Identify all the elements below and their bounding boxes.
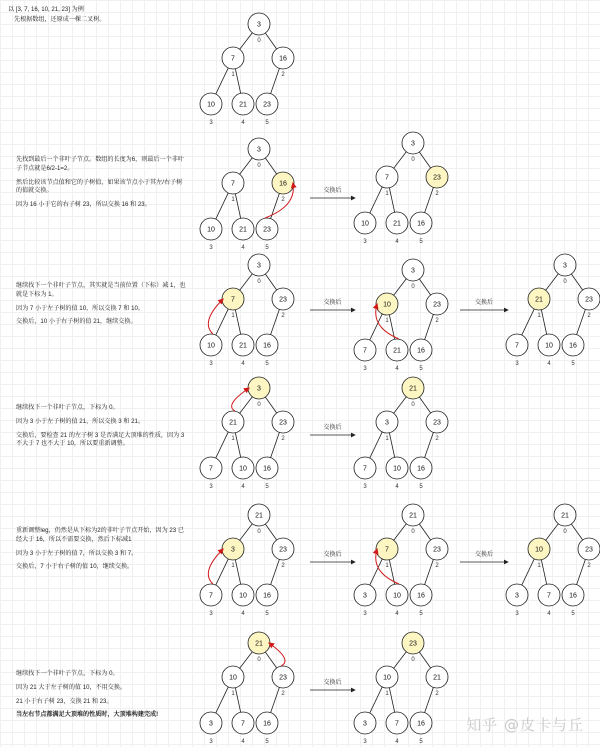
node-value: 3 [363, 592, 367, 600]
heap-tree-6 [506, 254, 600, 367]
node-index: 2 [435, 691, 439, 697]
tree-edge [419, 279, 430, 295]
node-value: 10 [383, 301, 391, 309]
tree-edge [235, 69, 240, 94]
node-value: 10 [393, 592, 401, 600]
tree-edge [419, 524, 430, 540]
tree-edge [522, 309, 535, 335]
step-4-para-3: 交换后，7 小于右子树的值 10，继续交换。 [16, 563, 134, 571]
swap-arrow [208, 299, 223, 334]
swap-label: 交换后 [323, 300, 342, 306]
swap-label: 交换后 [474, 552, 494, 558]
node-index: 3 [363, 239, 367, 245]
node-value: 23 [409, 640, 417, 648]
tree-edge [271, 432, 280, 457]
tree-edge [240, 274, 253, 291]
node-index: 0 [411, 157, 415, 163]
node-value: 3 [257, 385, 261, 393]
tree-edge [271, 559, 280, 584]
node-value: 7 [395, 720, 399, 728]
node-value: 10 [239, 465, 247, 473]
node-value: 23 [433, 419, 441, 427]
node-index: 0 [563, 529, 567, 535]
node-index: 3 [209, 245, 213, 251]
node-index: 0 [257, 279, 261, 285]
node-value: 23 [585, 546, 593, 554]
node-value: 23 [263, 101, 271, 109]
tree-edge [265, 274, 276, 290]
step-5-conclusion: 当左右节点都满足大顶堆的性质时，大顶堆构建完成! [16, 711, 159, 719]
intro-line-2: 先根据数组，还原成一棵二叉树。 [14, 15, 106, 23]
swap-label: 交换后 [474, 300, 494, 306]
tree-edge [571, 524, 582, 540]
heap-tree-9 [200, 504, 294, 617]
tree-edge [419, 397, 430, 413]
node-value: 16 [279, 55, 287, 63]
node-index: 3 [515, 361, 519, 367]
node-index: 3 [209, 361, 213, 367]
node-value: 10 [229, 674, 237, 682]
node-value: 16 [417, 465, 425, 473]
node-index: 2 [281, 563, 285, 569]
tree-edge [394, 152, 407, 169]
step-5-para-2: 因为 21 大于左子树的值 10，不用交换。 [16, 683, 127, 691]
node-value: 16 [569, 342, 577, 350]
heap-tree-8 [354, 377, 448, 490]
node-index: 2 [281, 72, 285, 78]
tree-edge [265, 397, 276, 413]
tree-edge [235, 194, 240, 219]
swap-label: 交换后 [323, 188, 342, 194]
node-value: 3 [515, 592, 519, 600]
node-index: 3 [363, 366, 367, 372]
node-index: 1 [231, 436, 235, 442]
node-index: 1 [385, 191, 389, 197]
node-value: 7 [547, 592, 551, 600]
tree-edge [265, 652, 276, 668]
node-index: 0 [411, 284, 415, 290]
tree-edge [271, 309, 280, 334]
tree-edge [389, 688, 394, 713]
swap-arrow [269, 643, 285, 666]
node-value: 23 [433, 301, 441, 309]
node-index: 5 [265, 245, 269, 251]
node-value: 23 [279, 419, 287, 427]
node-value: 3 [411, 140, 415, 148]
node-index: 4 [395, 484, 399, 490]
node-value: 7 [231, 180, 235, 188]
node-index: 5 [419, 239, 423, 245]
tree-edge [425, 687, 434, 712]
node-value: 7 [385, 174, 389, 182]
node-index: 2 [281, 436, 285, 442]
tree-edge [541, 310, 546, 335]
node-value: 3 [563, 262, 567, 270]
node-value: 23 [279, 296, 287, 304]
node-value: 3 [257, 146, 261, 154]
node-index: 2 [435, 318, 439, 324]
node-index: 2 [587, 563, 591, 569]
step-1-para-3: 因为 16 小于它的右子树 23，所以交换 16 和 23。 [16, 201, 151, 209]
step-1-para-2: 然后比较该节点值和它的子树值，如果该节点小于其左/右子树的值就交换。 [16, 178, 183, 195]
tree-edge [240, 33, 253, 50]
step-4-para-2: 因为 3 小于左子树的值 7，所以交换 3 和 7。 [16, 549, 138, 557]
tree-edge [389, 433, 394, 458]
tree-edge [425, 187, 434, 212]
tree-edge [216, 687, 229, 713]
node-index: 1 [385, 436, 389, 442]
node-index: 3 [209, 611, 213, 617]
swap-arrow [208, 549, 223, 584]
node-index: 0 [257, 657, 261, 663]
tree-edge [216, 432, 229, 458]
step-2-para-3: 交换后，10 小于右子树的值 21，继续交换。 [16, 318, 137, 326]
node-value: 10 [393, 465, 401, 473]
node-index: 4 [241, 120, 245, 126]
node-index: 4 [241, 611, 245, 617]
heap-tree-11 [506, 504, 600, 617]
step-5-para-1: 继续找下一个非叶子节点，下标为 0。 [16, 670, 119, 677]
node-value: 23 [279, 674, 287, 682]
tree-edge [541, 560, 546, 585]
node-index: 1 [537, 313, 541, 319]
node-value: 7 [515, 342, 519, 350]
step-2-para-2: 因为 7 小于左子树的值 10，所以交换 7 和 10。 [16, 304, 144, 312]
watermark: 知乎 @皮卡与丘 [466, 716, 584, 734]
node-index: 2 [435, 191, 439, 197]
node-value: 21 [239, 342, 247, 350]
tree-edge [571, 274, 582, 290]
heap-tree-13 [354, 632, 448, 745]
step-1-para-1: 先找到最后一个非叶子节点。数组的长度为6，则最后一个非叶子节点就是6/2-1=2。 [16, 156, 184, 172]
node-value: 10 [239, 592, 247, 600]
node-value: 10 [361, 220, 369, 228]
node-index: 1 [385, 691, 389, 697]
heap-tree-5 [354, 259, 448, 372]
tree-edge [419, 152, 430, 168]
swap-label: 交换后 [323, 552, 342, 558]
node-value: 23 [585, 296, 593, 304]
tree-edge [265, 524, 276, 540]
node-index: 0 [257, 163, 261, 169]
node-index: 4 [547, 361, 551, 367]
heap-tree-4 [200, 254, 294, 367]
node-index: 5 [571, 361, 575, 367]
tree-edge [394, 524, 407, 541]
tree-edge [577, 559, 586, 584]
node-index: 4 [241, 361, 245, 367]
tree-edge [216, 309, 229, 335]
heap-tree-2 [200, 138, 294, 251]
node-index: 1 [231, 197, 235, 203]
tree-edge [235, 433, 240, 458]
node-index: 4 [547, 611, 551, 617]
node-value: 10 [207, 226, 215, 234]
node-value: 21 [393, 347, 401, 355]
swap-label: 交换后 [323, 425, 342, 431]
tree-edge [265, 158, 276, 174]
node-index: 2 [281, 691, 285, 697]
node-value: 3 [209, 720, 213, 728]
node-value: 16 [417, 220, 425, 228]
node-index: 1 [231, 72, 235, 78]
node-value: 23 [263, 226, 271, 234]
tree-edge [271, 68, 280, 93]
node-value: 3 [257, 21, 261, 29]
node-index: 4 [241, 484, 245, 490]
heap-tree-7 [200, 377, 294, 490]
node-index: 5 [571, 611, 575, 617]
step-2-para-1: 继续找下一个非叶子节点，其实就是当前位置（下标）减 1，也就是下标为 1。 [16, 282, 186, 298]
tree-edge [216, 559, 229, 585]
node-index: 1 [231, 313, 235, 319]
tree-edge [425, 559, 434, 584]
heap-tree-12 [200, 632, 294, 745]
node-value: 10 [545, 342, 553, 350]
tree-edge [546, 274, 559, 291]
node-index: 1 [385, 318, 389, 324]
node-index: 4 [241, 739, 245, 745]
node-value: 21 [535, 296, 543, 304]
node-value: 21 [229, 419, 237, 427]
node-index: 1 [231, 563, 235, 569]
node-index: 2 [281, 197, 285, 203]
tree-edge [370, 432, 383, 458]
node-index: 5 [265, 361, 269, 367]
node-value: 23 [433, 546, 441, 554]
node-value: 3 [257, 262, 261, 270]
node-index: 5 [265, 484, 269, 490]
node-value: 10 [535, 546, 543, 554]
node-value: 3 [231, 546, 235, 554]
node-index: 3 [515, 611, 519, 617]
heap-tree-10 [354, 504, 448, 617]
node-index: 3 [363, 484, 367, 490]
step-3-para-2: 因为 3 小于左子树的值 21，所以交换 3 和 21。 [16, 417, 144, 425]
tree-edge [425, 432, 434, 457]
tree-edge [240, 397, 253, 414]
step-3-para-3: 交换后，要检查 21 的左子树 3 是否满足大顶堆的性质，因为 3 不大于 7 也不大于 10，所以要重新调整。 [16, 431, 185, 448]
node-value: 16 [417, 592, 425, 600]
node-index: 0 [257, 38, 261, 44]
tree-edge [394, 652, 407, 669]
node-value: 16 [417, 720, 425, 728]
node-value: 23 [279, 546, 287, 554]
node-value: 7 [231, 296, 235, 304]
step-4-para-1: 重新调整leg，仍然是从下标为2的非叶子节点开始，因为 23 已经大于 16，所以不需要交换，然后下标减1 [16, 527, 184, 543]
node-index: 0 [411, 402, 415, 408]
node-value: 21 [239, 101, 247, 109]
node-index: 3 [363, 739, 367, 745]
swap-label: 交换后 [323, 680, 342, 686]
node-index: 2 [587, 313, 591, 319]
node-value: 7 [209, 465, 213, 473]
intro-line-1: 以 [3, 7, 16, 10, 21, 23] 为例 [8, 6, 84, 13]
tree-edge [425, 314, 434, 339]
tree-edge [389, 188, 394, 213]
node-index: 5 [265, 120, 269, 126]
node-index: 5 [265, 739, 269, 745]
node-index: 4 [241, 245, 245, 251]
node-value: 16 [263, 592, 271, 600]
node-index: 2 [435, 436, 439, 442]
tree-edge [265, 33, 276, 49]
node-index: 5 [419, 484, 423, 490]
node-index: 3 [209, 484, 213, 490]
node-index: 0 [563, 279, 567, 285]
node-index: 1 [537, 563, 541, 569]
node-value: 21 [561, 512, 569, 520]
node-value: 10 [207, 101, 215, 109]
step-5-para-3: 21 小于右子树 23，交换 21 和 23。 [16, 697, 113, 705]
node-index: 3 [209, 120, 213, 126]
node-value: 21 [239, 226, 247, 234]
tree-edge [522, 559, 535, 585]
node-index: 0 [257, 402, 261, 408]
node-index: 5 [419, 611, 423, 617]
node-value: 16 [263, 465, 271, 473]
node-index: 4 [395, 366, 399, 372]
node-value: 16 [263, 342, 271, 350]
node-value: 16 [279, 180, 287, 188]
node-value: 16 [417, 347, 425, 355]
node-index: 3 [363, 611, 367, 617]
tree-edge [235, 560, 240, 585]
swap-result-arrow-3 [460, 298, 508, 310]
node-value: 23 [433, 174, 441, 182]
node-value: 21 [409, 385, 417, 393]
tree-edge [235, 310, 240, 335]
node-value: 21 [409, 512, 417, 520]
tree-edge [577, 309, 586, 334]
tree-edge [370, 687, 383, 713]
node-value: 16 [263, 720, 271, 728]
node-index: 0 [411, 529, 415, 535]
node-index: 5 [419, 739, 423, 745]
node-index: 4 [395, 611, 399, 617]
swap-result-arrow-7 [310, 678, 355, 690]
swap-result-arrow-4 [310, 423, 355, 435]
node-value: 7 [231, 55, 235, 63]
tree-edge [240, 524, 253, 541]
tree-edge [216, 193, 229, 219]
node-index: 2 [281, 313, 285, 319]
tree-edge [546, 524, 559, 541]
node-value: 3 [363, 720, 367, 728]
node-value: 7 [241, 720, 245, 728]
tree-edge [216, 68, 229, 94]
tree-edge [240, 652, 253, 669]
node-value: 21 [255, 640, 263, 648]
node-index: 4 [395, 739, 399, 745]
node-value: 10 [383, 674, 391, 682]
node-value: 7 [385, 546, 389, 554]
node-value: 21 [433, 674, 441, 682]
swap-result-arrow-5 [310, 550, 355, 562]
node-value: 16 [569, 592, 577, 600]
node-index: 0 [411, 657, 415, 663]
node-value: 7 [363, 347, 367, 355]
tree-edge [394, 279, 407, 296]
node-index: 1 [231, 691, 235, 697]
swap-result-arrow-1 [310, 186, 355, 198]
node-index: 5 [419, 366, 423, 372]
node-value: 10 [207, 342, 215, 350]
node-value: 7 [209, 592, 213, 600]
tree-edge [370, 187, 383, 213]
node-index: 3 [209, 739, 213, 745]
node-value: 21 [393, 220, 401, 228]
swap-arrow [232, 388, 249, 411]
tree-edge [235, 688, 240, 713]
node-index: 5 [265, 611, 269, 617]
swap-result-arrow-2 [310, 298, 355, 310]
swap-result-arrow-6 [460, 550, 508, 562]
node-index: 4 [395, 239, 399, 245]
tree-edge [240, 158, 253, 175]
node-value: 3 [411, 267, 415, 275]
tree-edge [394, 397, 407, 414]
node-index: 0 [257, 529, 261, 535]
node-index: 1 [385, 563, 389, 569]
heap-tree-1 [200, 13, 294, 126]
step-3-para-1: 继续找下一个非叶子节点，下标为 0。 [16, 404, 119, 411]
heap-tree-3 [354, 132, 448, 245]
node-value: 7 [363, 465, 367, 473]
tree-edge [271, 687, 280, 712]
node-value: 3 [385, 419, 389, 427]
node-index: 2 [435, 563, 439, 569]
node-value: 21 [255, 512, 263, 520]
tree-edge [419, 652, 430, 668]
